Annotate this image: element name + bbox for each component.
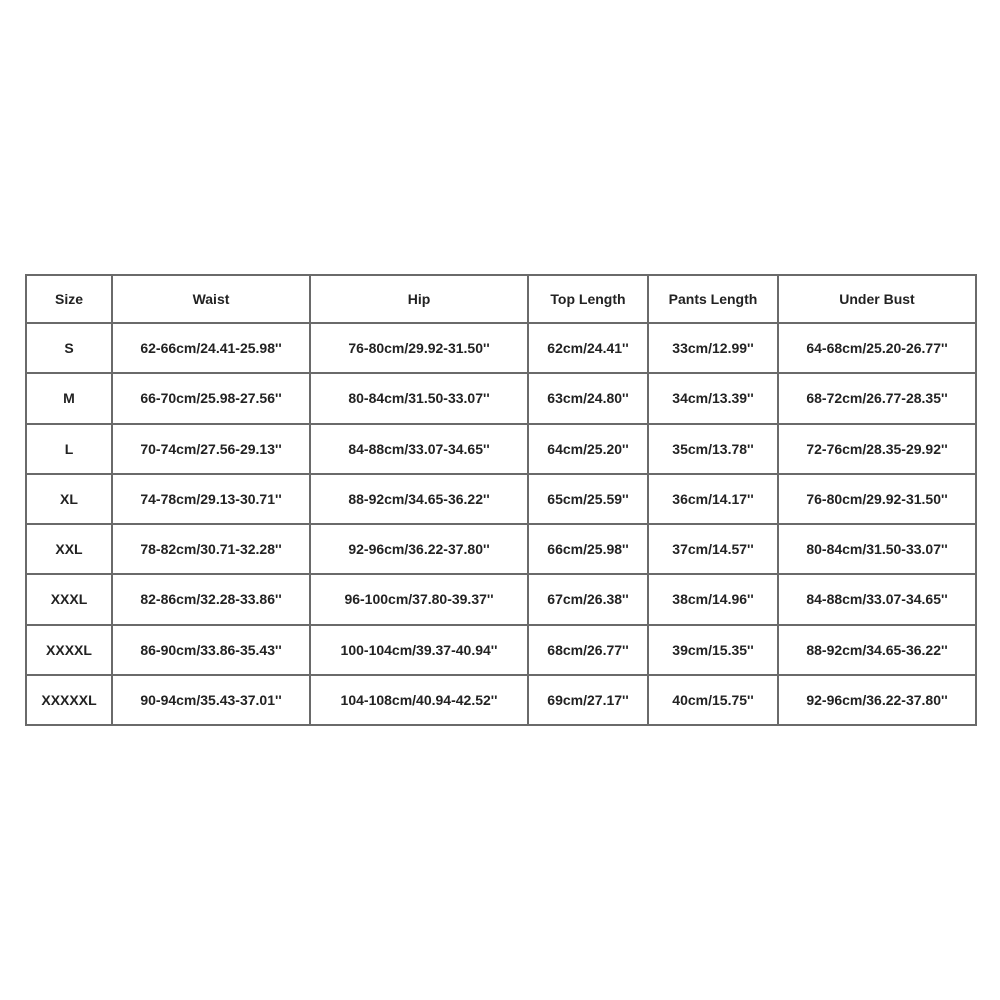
cell-under-bust: 76-80cm/29.92-31.50'': [778, 474, 976, 524]
cell-waist: 86-90cm/33.86-35.43'': [112, 625, 310, 675]
cell-under-bust: 92-96cm/36.22-37.80'': [778, 675, 976, 725]
cell-size: XXXXL: [26, 625, 112, 675]
cell-pants-length: 34cm/13.39'': [648, 373, 778, 423]
cell-waist: 70-74cm/27.56-29.13'': [112, 424, 310, 474]
cell-hip: 88-92cm/34.65-36.22'': [310, 474, 528, 524]
cell-hip: 92-96cm/36.22-37.80'': [310, 524, 528, 574]
table-row: [26, 424, 976, 474]
cell-pants-length: 37cm/14.57'': [648, 524, 778, 574]
table-row: [26, 474, 976, 524]
cell-size: S: [26, 323, 112, 373]
cell-pants-length: 36cm/14.17'': [648, 474, 778, 524]
cell-top-length: 65cm/25.59'': [528, 474, 648, 524]
cell-waist: 82-86cm/32.28-33.86'': [112, 574, 310, 624]
cell-size: XXXXXL: [26, 675, 112, 725]
table-row: [26, 323, 976, 373]
header-top-length: Top Length: [528, 275, 648, 323]
cell-size: XXL: [26, 524, 112, 574]
header-waist: Waist: [112, 275, 310, 323]
cell-under-bust: 80-84cm/31.50-33.07'': [778, 524, 976, 574]
cell-top-length: 63cm/24.80'': [528, 373, 648, 423]
cell-under-bust: 88-92cm/34.65-36.22'': [778, 625, 976, 675]
header-row: [26, 275, 976, 323]
header-hip: Hip: [310, 275, 528, 323]
cell-under-bust: 68-72cm/26.77-28.35'': [778, 373, 976, 423]
table-row: [26, 675, 976, 725]
table-row: [26, 574, 976, 624]
cell-under-bust: 72-76cm/28.35-29.92'': [778, 424, 976, 474]
cell-top-length: 69cm/27.17'': [528, 675, 648, 725]
cell-top-length: 64cm/25.20'': [528, 424, 648, 474]
cell-top-length: 67cm/26.38'': [528, 574, 648, 624]
header-pants-length: Pants Length: [648, 275, 778, 323]
cell-top-length: 66cm/25.98'': [528, 524, 648, 574]
cell-size: XL: [26, 474, 112, 524]
cell-hip: 100-104cm/39.37-40.94'': [310, 625, 528, 675]
cell-hip: 96-100cm/37.80-39.37'': [310, 574, 528, 624]
cell-hip: 104-108cm/40.94-42.52'': [310, 675, 528, 725]
cell-waist: 90-94cm/35.43-37.01'': [112, 675, 310, 725]
cell-under-bust: 64-68cm/25.20-26.77'': [778, 323, 976, 373]
cell-waist: 62-66cm/24.41-25.98'': [112, 323, 310, 373]
cell-size: L: [26, 424, 112, 474]
cell-size: XXXL: [26, 574, 112, 624]
cell-hip: 84-88cm/33.07-34.65'': [310, 424, 528, 474]
cell-waist: 78-82cm/30.71-32.28'': [112, 524, 310, 574]
cell-waist: 74-78cm/29.13-30.71'': [112, 474, 310, 524]
cell-pants-length: 40cm/15.75'': [648, 675, 778, 725]
cell-top-length: 62cm/24.41'': [528, 323, 648, 373]
cell-waist: 66-70cm/25.98-27.56'': [112, 373, 310, 423]
cell-size: M: [26, 373, 112, 423]
table-row: [26, 373, 976, 423]
cell-pants-length: 33cm/12.99'': [648, 323, 778, 373]
cell-pants-length: 35cm/13.78'': [648, 424, 778, 474]
cell-pants-length: 39cm/15.35'': [648, 625, 778, 675]
cell-hip: 80-84cm/31.50-33.07'': [310, 373, 528, 423]
cell-top-length: 68cm/26.77'': [528, 625, 648, 675]
cell-under-bust: 84-88cm/33.07-34.65'': [778, 574, 976, 624]
cell-hip: 76-80cm/29.92-31.50'': [310, 323, 528, 373]
size-chart-table: [25, 274, 977, 726]
table-row: [26, 524, 976, 574]
cell-pants-length: 38cm/14.96'': [648, 574, 778, 624]
header-under-bust: Under Bust: [778, 275, 976, 323]
header-size: Size: [26, 275, 112, 323]
table-row: [26, 625, 976, 675]
